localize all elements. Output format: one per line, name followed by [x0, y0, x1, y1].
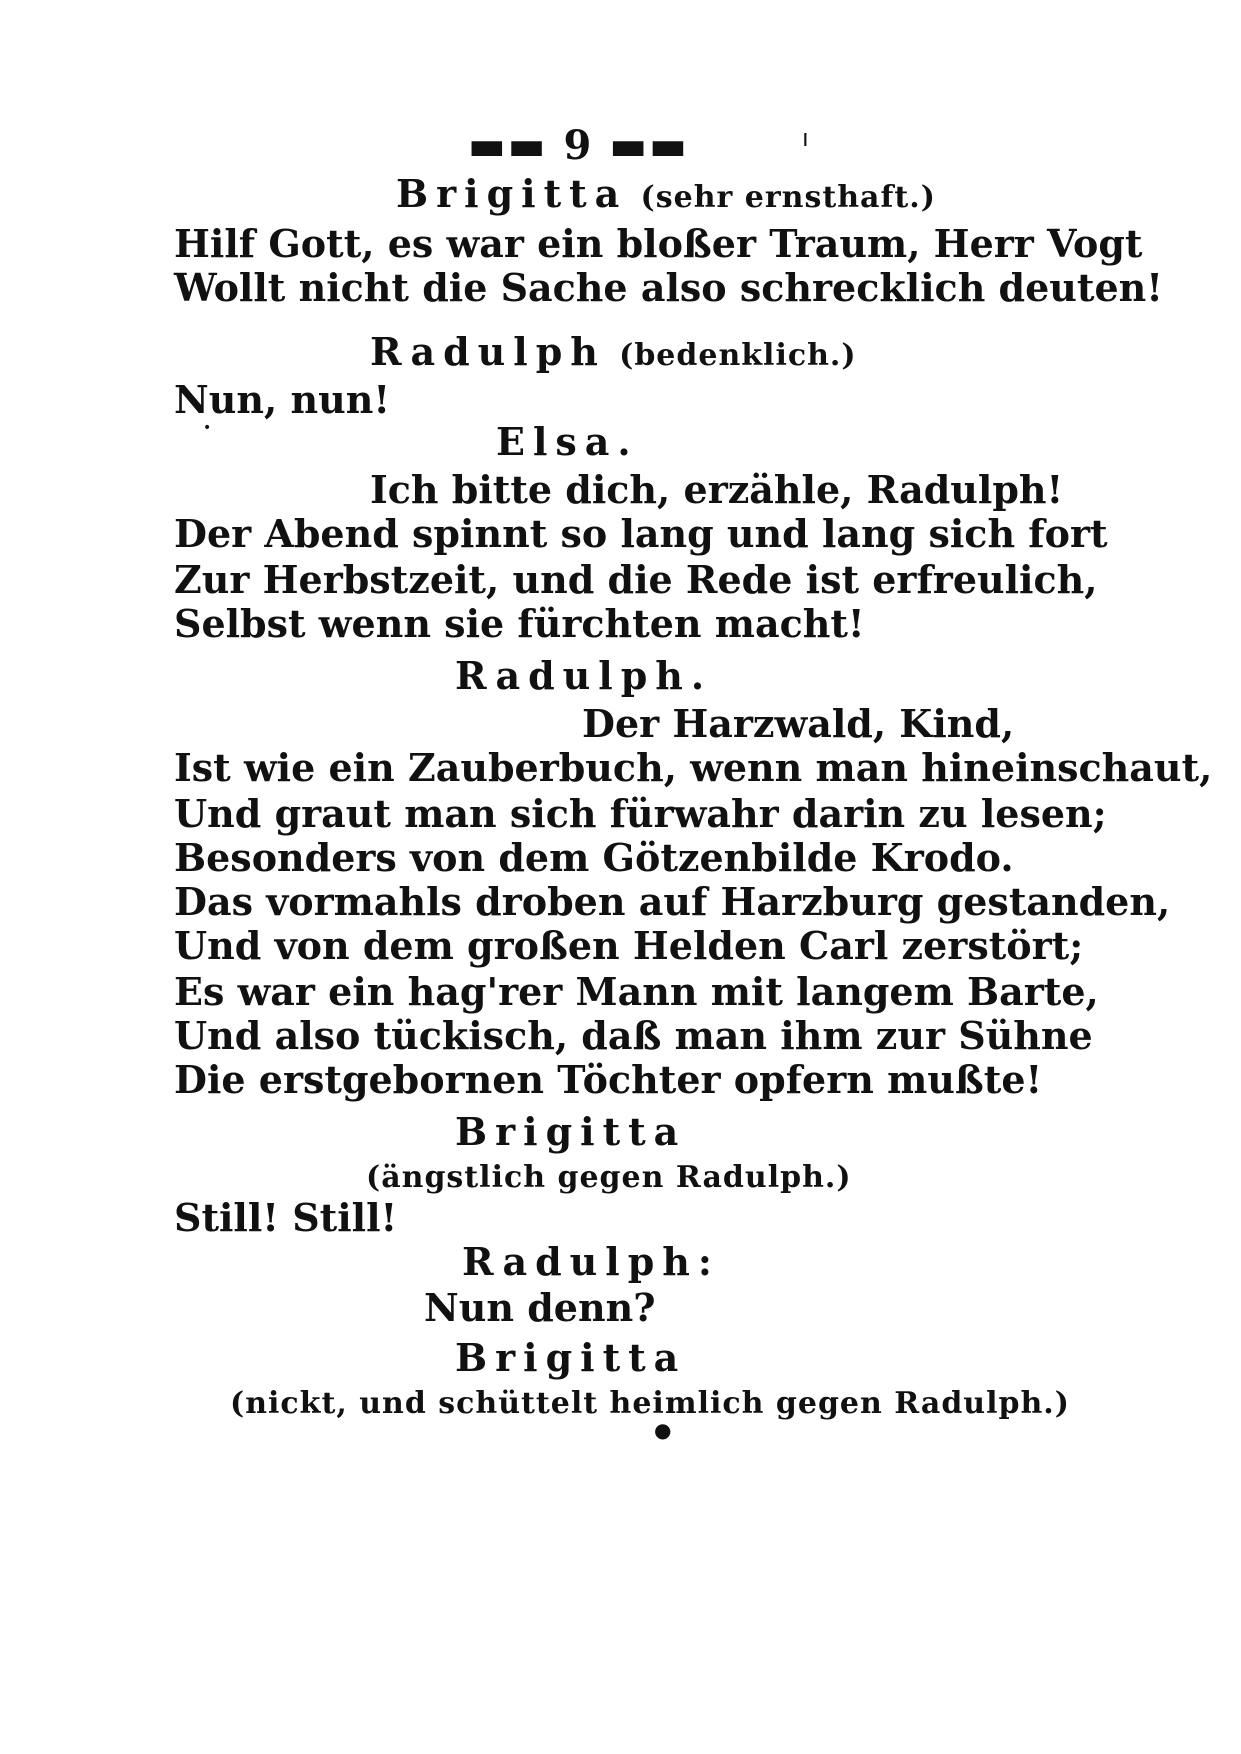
speaker-line	[396, 172, 936, 220]
speaker-name: Radulph	[370, 329, 606, 374]
stage-direction: (nickt, und schüttelt heimlich gegen Radulph.)	[230, 1386, 1070, 1421]
stage-direction: (bedenklich.)	[619, 338, 857, 373]
speaker-name: Brigitta	[396, 171, 628, 216]
speaker-name: Brigitta	[455, 1335, 687, 1380]
verse-line: Die erstgebornen Töchter opfern mußte!	[174, 1057, 1043, 1102]
speaker-name: Elsa.	[496, 419, 639, 464]
verse-line: Selbst wenn sie fürchten macht!	[174, 601, 865, 646]
verse-line: Wollt nicht die Sache also schrecklich deuten!	[174, 265, 1163, 310]
verse-line: Hilf Gott, es war ein bloßer Traum, Herr Vogt	[174, 221, 1143, 266]
verse-line: Besonders von dem Götzenbilde Krodo.	[174, 835, 1014, 880]
verse-line: Nun denn?	[424, 1285, 656, 1330]
speaker-name: Radulph:	[462, 1239, 720, 1284]
verse-line: Der Harzwald, Kind,	[582, 701, 1015, 746]
verse-line: Still! Still!	[174, 1195, 398, 1240]
stage-direction: (sehr ernsthaft.)	[640, 180, 936, 215]
verse-line: Nun, nun!	[174, 377, 391, 422]
ink-speck: ●	[654, 1418, 672, 1442]
verse-line: Es war ein hag'rer Mann mit langem Barte,	[174, 969, 1099, 1014]
page-number: 9	[563, 122, 594, 169]
speaker-name: Brigitta	[455, 1109, 687, 1154]
verse-line: Und von dem großen Helden Carl zerstört;	[174, 923, 1084, 968]
verse-line: Der Abend spinnt so lang und lang sich fort	[174, 511, 1108, 556]
page-number-line	[468, 124, 689, 168]
verse-line: Zur Herbstzeit, und die Rede ist erfreulich,	[174, 557, 1098, 602]
page-number-dash-right: ▬▬	[609, 122, 689, 169]
verse-line: Ich bitte dich, erzähle, Radulph!	[370, 467, 1064, 512]
ink-speck: •	[203, 420, 212, 436]
ink-speck: ı	[802, 124, 809, 152]
stage-direction: (ängstlich gegen Radulph.)	[366, 1160, 852, 1195]
verse-line: Ist wie ein Zauberbuch, wenn man hineinschaut,	[174, 745, 1213, 790]
verse-line: Das vormahls droben auf Harzburg gestanden,	[174, 879, 1171, 924]
page-number-dash-left: ▬▬	[468, 122, 548, 169]
speaker-line	[370, 330, 857, 378]
speaker-name: Radulph.	[455, 653, 713, 698]
verse-line: Und also tückisch, daß man ihm zur Sühne	[174, 1013, 1093, 1058]
verse-line: Und graut man sich fürwahr darin zu lesen;	[174, 791, 1107, 836]
